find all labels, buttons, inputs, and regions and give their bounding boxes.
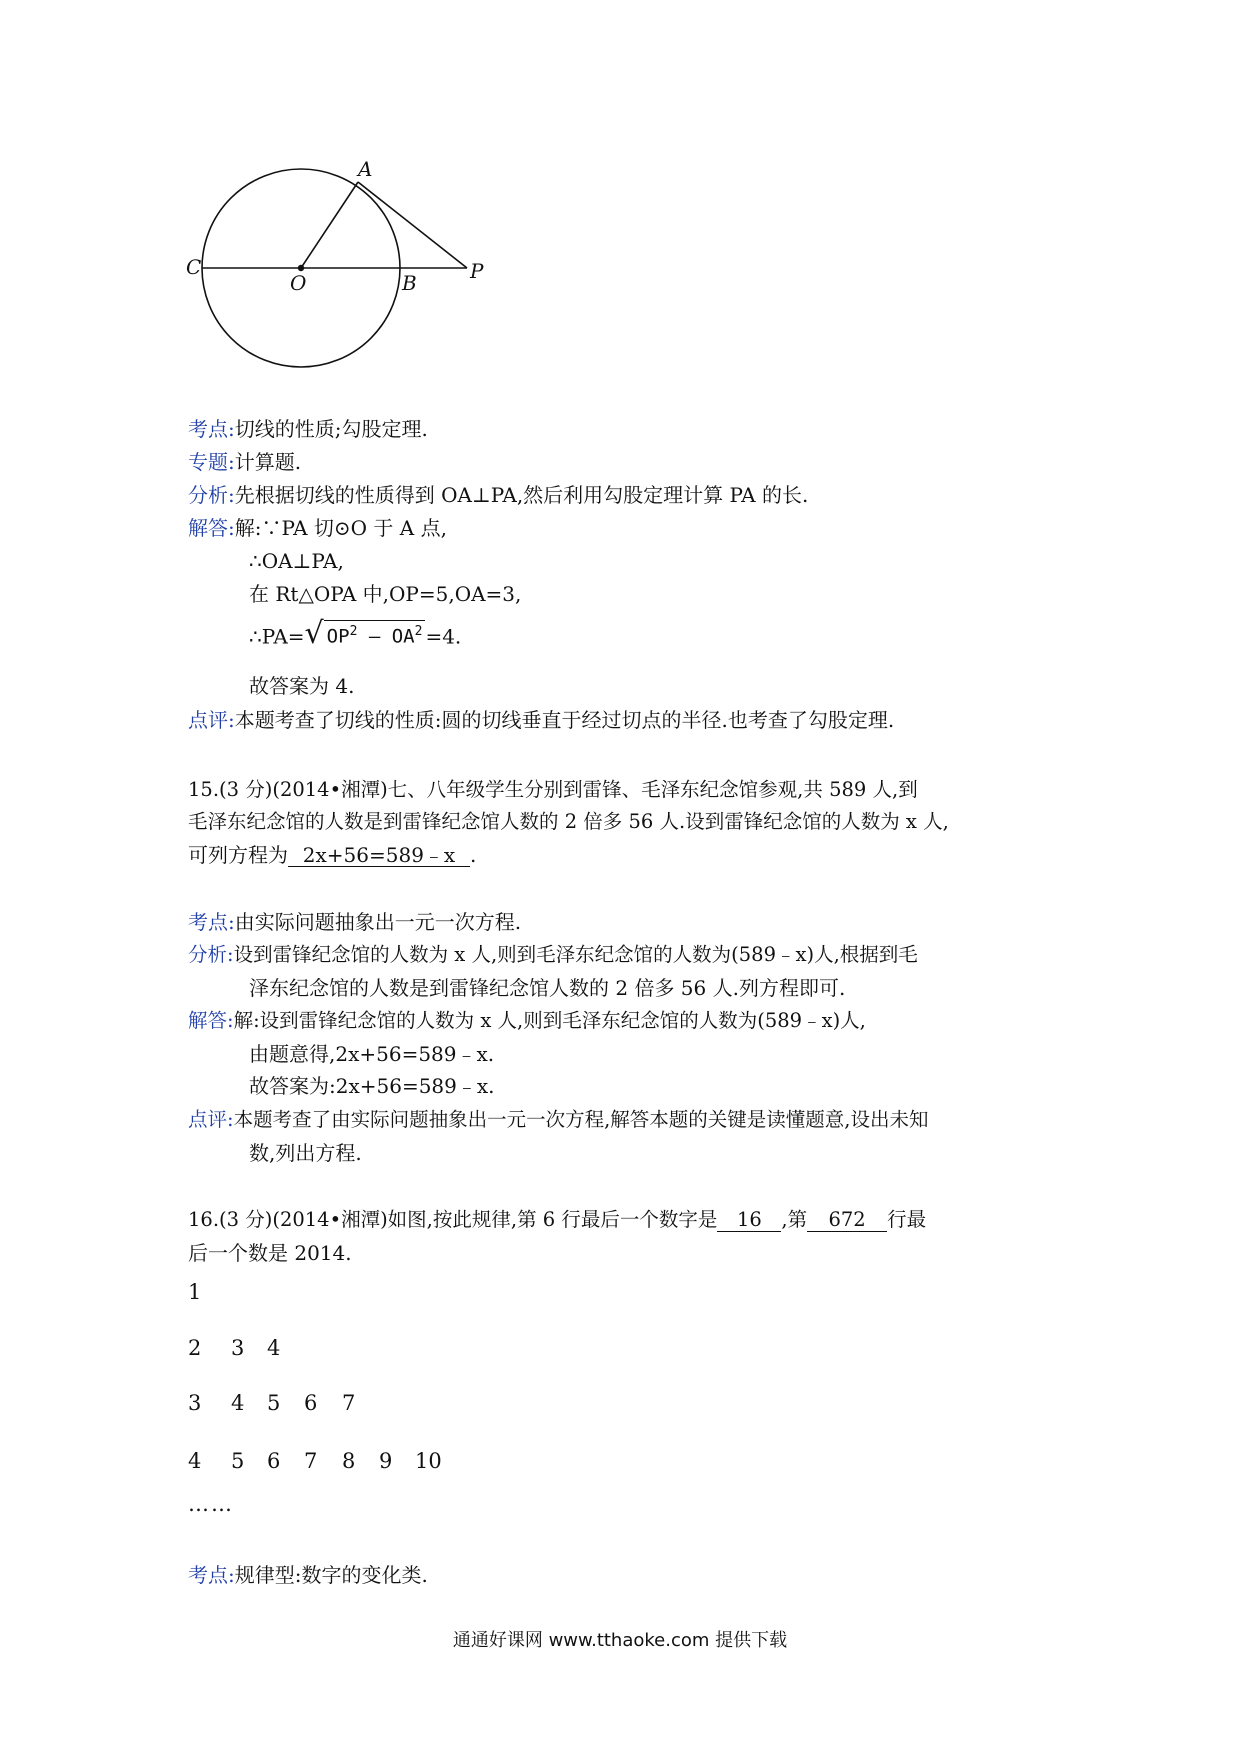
label-kaodian: 考点: bbox=[188, 1563, 235, 1587]
label-zhuanti: 专题: bbox=[188, 450, 235, 474]
q16-stem-post: 行最 bbox=[887, 1208, 927, 1231]
pattern-r4-c1: 4 bbox=[188, 1449, 202, 1473]
radicand-oa: OA bbox=[391, 625, 415, 648]
label-dianping: 点评: bbox=[188, 1108, 234, 1131]
q15-kaodian bbox=[188, 908, 521, 936]
pattern-r4-c3: 6 bbox=[267, 1449, 281, 1473]
q14-dianping bbox=[188, 706, 894, 734]
label-jieda: 解答: bbox=[188, 516, 235, 540]
q14-fenxi bbox=[188, 481, 808, 509]
q14-zhuanti bbox=[188, 448, 301, 476]
minus-sign: – bbox=[357, 625, 392, 648]
q15-stem-line-1: 15.(3 分)(2014•湘潭)七、八年级学生分别到雷锋、毛泽东纪念馆参观,共 589 人,到 bbox=[188, 778, 918, 801]
label-fenxi: 分析: bbox=[188, 483, 235, 507]
q14-jieda-line-2: ∴OA⊥PA, bbox=[249, 549, 344, 573]
label-a: A bbox=[358, 157, 373, 181]
q15-stem-post: . bbox=[470, 843, 477, 867]
q14-jieda bbox=[188, 514, 447, 542]
label-c: C bbox=[186, 255, 202, 279]
label-dianping: 点评: bbox=[188, 708, 235, 732]
q15-stem-line-3 bbox=[188, 841, 476, 869]
q15-jieda bbox=[188, 1007, 866, 1035]
q14-jieda-line-3: 在 Rt△OPA 中,OP=5,OA=3, bbox=[249, 582, 522, 606]
pattern-r1-c1: 1 bbox=[188, 1280, 202, 1304]
label-fenxi: 分析: bbox=[188, 943, 234, 966]
q15-stem-line-2: 毛泽东纪念馆的人数是到雷锋纪念馆人数的 2 倍多 56 人.设到雷锋纪念馆的人数为 x 人, bbox=[188, 810, 949, 833]
q14-kaodian-text: 切线的性质;勾股定理. bbox=[234, 417, 428, 441]
q16-kaodian-text: 规律型:数字的变化类. bbox=[234, 1563, 428, 1587]
q15-answer-blank: 2x+56=589﹣x bbox=[288, 844, 470, 867]
q15-kaodian-text: 由实际问题抽象出一元一次方程. bbox=[234, 910, 522, 934]
q14-zhuanti-text: 计算题. bbox=[234, 450, 302, 474]
formula-lhs: ∴PA= bbox=[249, 624, 305, 649]
pattern-r4-c6: 9 bbox=[379, 1449, 393, 1473]
segment-ap bbox=[358, 182, 467, 268]
pattern-r4-c5: 8 bbox=[342, 1449, 356, 1473]
pattern-r4-c4: 7 bbox=[304, 1449, 318, 1473]
pattern-r3-c1: 3 bbox=[188, 1391, 202, 1415]
circle-tangent-figure bbox=[180, 150, 500, 380]
exp-oa: 2 bbox=[414, 624, 423, 639]
q16-blank-2: 672 bbox=[807, 1209, 887, 1232]
radicand-op: OP bbox=[326, 625, 350, 648]
q16-stem-line-2: 后一个数是 2014. bbox=[188, 1241, 352, 1265]
radical-sign: √ bbox=[304, 616, 324, 652]
label-b: B bbox=[402, 271, 417, 295]
label-kaodian: 考点: bbox=[188, 910, 235, 934]
q14-answer: 故答案为 4. bbox=[249, 674, 355, 698]
q16-blank-1: 16 bbox=[717, 1209, 781, 1232]
label-o: O bbox=[290, 271, 307, 295]
q14-dianping-text: 本题考查了切线的性质:圆的切线垂直于经过切点的半径.也考查了勾股定理. bbox=[234, 708, 895, 732]
q16-stem-line-1 bbox=[188, 1206, 926, 1234]
pattern-r3-c5: 7 bbox=[342, 1391, 356, 1415]
pattern-r2-c3: 4 bbox=[267, 1336, 281, 1360]
q14-fenxi-text: 先根据切线的性质得到 OA⊥PA,然后利用勾股定理计算 PA 的长. bbox=[234, 483, 809, 507]
sqrt-expression bbox=[304, 616, 426, 652]
q15-jieda-line-2: 由题意得,2x+56=589﹣x. bbox=[249, 1042, 495, 1066]
pattern-r4-c7: 10 bbox=[415, 1449, 442, 1473]
q16-stem-mid: ,第 bbox=[781, 1208, 808, 1231]
q15-jieda-line-3: 故答案为:2x+56=589﹣x. bbox=[249, 1074, 495, 1098]
pattern-ellipsis: …… bbox=[188, 1492, 234, 1516]
q14-kaodian bbox=[188, 415, 428, 443]
pattern-r3-c2: 4 bbox=[231, 1391, 245, 1415]
label-kaodian: 考点: bbox=[188, 417, 235, 441]
q15-stem-pre: 可列方程为 bbox=[188, 843, 288, 867]
q15-jieda-line-1: 解:设到雷锋纪念馆的人数为 x 人,则到毛泽东纪念馆的人数为(589﹣x)人, bbox=[233, 1009, 866, 1032]
segment-oa bbox=[301, 182, 358, 268]
pattern-r3-c3: 5 bbox=[267, 1391, 281, 1415]
q14-formula bbox=[249, 616, 462, 652]
q16-stem-pre: 16.(3 分)(2014•湘潭)如图,按此规律,第 6 行最后一个数字是 bbox=[188, 1208, 718, 1231]
radicand bbox=[324, 620, 426, 647]
q15-dianping-line-2: 数,列出方程. bbox=[249, 1141, 362, 1165]
pattern-r2-c1: 2 bbox=[188, 1336, 202, 1360]
label-p: P bbox=[470, 259, 484, 283]
pattern-r3-c4: 6 bbox=[304, 1391, 318, 1415]
formula-rhs: =4. bbox=[425, 624, 462, 649]
pattern-r4-c2: 5 bbox=[231, 1449, 245, 1473]
q14-jieda-line-1: 解:∵PA 切⊙O 于 A 点, bbox=[234, 516, 447, 540]
q15-fenxi bbox=[188, 941, 918, 969]
page-footer: 通通好课网 www.tthaoke.com 提供下载 bbox=[452, 1630, 788, 1651]
exp-op: 2 bbox=[349, 624, 358, 639]
q15-fenxi-line-1: 设到雷锋纪念馆的人数为 x 人,则到毛泽东纪念馆的人数为(589﹣x)人,根据到毛 bbox=[233, 943, 918, 966]
q15-dianping-line-1: 本题考查了由实际问题抽象出一元一次方程,解答本题的关键是读懂题意,设出未知 bbox=[233, 1108, 929, 1131]
pattern-r2-c2: 3 bbox=[231, 1336, 245, 1360]
q15-fenxi-line-2: 泽东纪念馆的人数是到雷锋纪念馆人数的 2 倍多 56 人.列方程即可. bbox=[249, 976, 846, 1000]
q15-dianping bbox=[188, 1106, 928, 1134]
label-jieda: 解答: bbox=[188, 1009, 234, 1032]
q16-kaodian bbox=[188, 1561, 428, 1589]
